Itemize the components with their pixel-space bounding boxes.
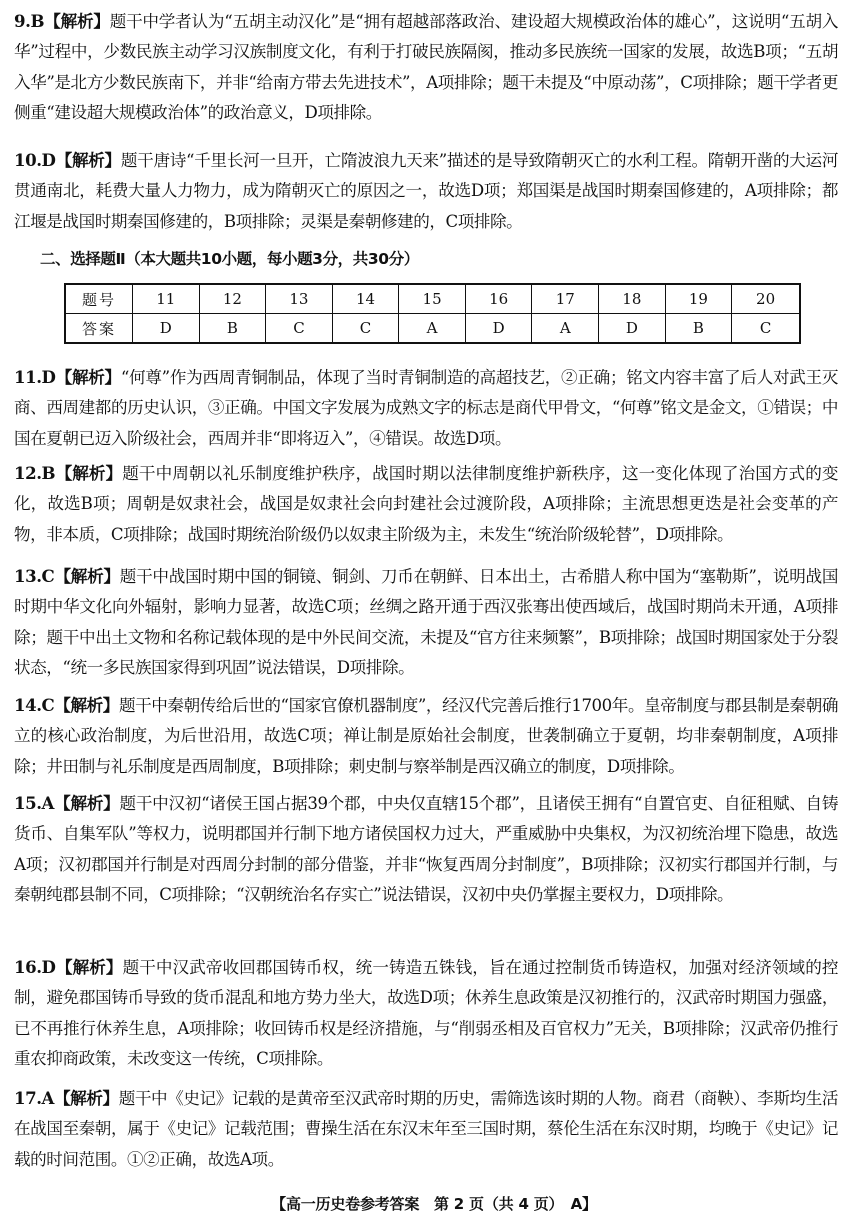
analysis-tag: 【解析】: [53, 1088, 119, 1108]
item-number: 13.: [14, 566, 42, 586]
table-row: [65, 284, 800, 314]
analysis-text: 题干中汉武帝收回郡国铸币权，统一铸造五铢钱，旨在通过控制货币铸造权，加强对经济领域的控制，避免郡国铸币导致的货币混乱和地方势力坐大，故选D项；休养生息政策是汉初推行的，汉武帝时期国力强盛，已不再推行休养生息，A项排除；收回铸币权是经济措施，与“削弱丞相及百官权力”无关，B项排除；汉武帝仍推行重农抑商政策，未改变这一传统，C项排除。: [14, 958, 838, 1069]
answer-item-11: [14, 362, 838, 454]
answer-item-10: [14, 145, 838, 237]
answer-item-17: [14, 1083, 838, 1175]
item-number: 10.: [14, 150, 42, 170]
analysis-text: 题干中战国时期中国的铜镜、铜剑、刀币在朝鲜、日本出土，古希腊人称中国为“塞勒斯”，说明战国时期中华文化向外辐射，影响力显著，故选C项；丝绸之路开通于西汉张骞出使西域后，战国时期尚未开通，A项排除；题干中出土文物和名称记载体现的是中外民间交流，未提及“官方往来频繁”，B项排除；战国时期国家处于分裂状态，“统一多民族国家得到巩固”说法错误，D项排除。: [14, 567, 838, 678]
answer-item-13: [14, 561, 838, 684]
item-number: 9.: [14, 11, 31, 31]
item-answer: A: [41, 1088, 54, 1108]
analysis-text: 题干中周朝以礼乐制度维护秩序，战国时期以法律制度维护新秩序，这一变化体现了治国方式的变化，故选B项；周朝是奴隶社会，战国是奴隶社会向封建社会过渡阶段，A项排除；主流思想更迭是社会变革的产物，非本质，C项排除；战国时期统治阶级仍以奴隶主阶级为主，未发生“统治阶级轮替”，D项排除。: [14, 464, 839, 544]
table-cell: 18: [599, 284, 666, 314]
item-number: 14.: [14, 695, 42, 715]
item-answer: D: [41, 150, 56, 170]
analysis-tag: 【解析】: [54, 566, 120, 586]
table-cell: 20: [732, 284, 800, 314]
table-header-number: 题号: [65, 284, 133, 314]
table-cell: C: [266, 314, 333, 344]
table-cell: 15: [399, 284, 466, 314]
item-number: 12.: [14, 463, 42, 483]
table-cell: 13: [266, 284, 333, 314]
table-cell: D: [599, 314, 666, 344]
item-number: 16.: [14, 957, 42, 977]
table-cell: 11: [133, 284, 200, 314]
table-cell: C: [332, 314, 399, 344]
item-answer: B: [41, 463, 56, 483]
table-cell: A: [399, 314, 466, 344]
table-row: [65, 314, 800, 344]
analysis-tag: 【解析】: [53, 793, 120, 813]
table-cell: 17: [532, 284, 599, 314]
table-cell: 12: [199, 284, 266, 314]
analysis-text: 题干中学者认为“五胡主动汉化”是“拥有超越部落政治、建设超大规模政治体的雄心”，这说明“五胡入华”过程中，少数民族主动学习汉族制度文化，有利于打破民族隔阂，推动多民族统一国家的发展，故选B项；“五胡入华”是北方少数民族南下，并非“给南方带去先进技术”，A项排除；题干未提及“中原动荡”，C项排除；题干学者更侧重“建设超大规模政治体”的政治意义，D项排除。: [14, 12, 839, 123]
analysis-tag: 【解析】: [55, 463, 123, 483]
item-answer: A: [41, 793, 54, 813]
analysis-tag: 【解析】: [44, 11, 110, 31]
answer-item-9: [14, 6, 838, 129]
analysis-text: 题干中《史记》记载的是黄帝至汉武帝时期的历史，需筛选该时期的人物。商君（商鞅）、李斯均生活在战国至秦朝，属于《史记》记载范围；曹操生活在东汉末年至三国时期，蔡伦生活在东汉时期，均晚于《史记》记载的时间范围。①②正确，故选A项。: [14, 1089, 839, 1169]
item-number: 15.: [14, 793, 42, 813]
analysis-tag: 【解析】: [55, 957, 123, 977]
analysis-tag: 【解析】: [54, 695, 119, 715]
section-title: 二、选择题Ⅱ（本大题共10小题，每小题3分，共30分）: [40, 250, 419, 268]
table-cell: A: [532, 314, 599, 344]
table-cell: 19: [665, 284, 732, 314]
analysis-text: 题干中汉初“诸侯王国占据39个郡，中央仅直辖15个郡”，且诸侯王拥有“自置官吏、自征租赋、自铸货币、自集军队”等权力，说明郡国并行制下地方诸侯国权力过大，严重威胁中央集权，为汉初统治埋下隐患，故选A项；汉初郡国并行制是对西周分封制的部分借鉴，并非“恢复西周分封制度”，B项排除；汉初实行郡国并行制，与秦朝纯郡县制不同，C项排除；“汉朝统治名存实亡”说法错误，汉初中央仍掌握主要权力，D项排除。: [14, 794, 838, 905]
answer-item-12: [14, 458, 838, 550]
analysis-tag: 【解析】: [55, 367, 121, 387]
table-header-answer: 答案: [65, 314, 133, 344]
table-cell: 14: [332, 284, 399, 314]
table-cell: B: [199, 314, 266, 344]
item-answer: D: [41, 367, 56, 387]
answer-item-15: [14, 788, 838, 911]
item-answer: C: [41, 566, 55, 586]
answer-table: [64, 283, 801, 344]
analysis-text: “何尊”作为西周青铜制品，体现了当时青铜制造的高超技艺，②正确；铭文内容丰富了后人对武王灭商、西周建都的历史认识，③正确。中国文字发展为成熟文字的标志是商代甲骨文，“何尊”铭文是金文，①错误；中国在夏朝已迈入阶级社会，西周并非“即将迈入”，④错误。故选D项。: [14, 368, 838, 448]
item-answer: D: [41, 957, 56, 977]
answer-item-16: [14, 952, 838, 1075]
table-cell: D: [465, 314, 532, 344]
table-cell: C: [732, 314, 800, 344]
item-number: 11.: [14, 367, 42, 387]
analysis-tag: 【解析】: [55, 150, 121, 170]
table-cell: 16: [465, 284, 532, 314]
item-answer: B: [30, 11, 45, 31]
item-answer: C: [41, 695, 55, 715]
table-cell: D: [133, 314, 200, 344]
item-number: 17.: [14, 1088, 42, 1108]
answer-item-14: [14, 690, 838, 782]
page-footer: 【高一历史卷参考答案 第 2 页（共 4 页） A】: [271, 1195, 597, 1213]
analysis-text: 题干中秦朝传给后世的“国家官僚机器制度”，经汉代完善后推行1700年。皇帝制度与郡县制是秦朝确立的核心政治制度，为后世沿用，故选C项；禅让制是原始社会制度，世袭制确立于夏朝，均非秦朝制度，A项排除；井田制与礼乐制度是西周制度，B项排除；刺史制与察举制是西汉确立的制度，D项排除。: [14, 696, 838, 776]
table-cell: B: [665, 314, 732, 344]
analysis-text: 题干唐诗“千里长河一旦开，亡隋波浪九天来”描述的是导致隋朝灭亡的水利工程。隋朝开凿的大运河贯通南北，耗费大量人力物力，成为隋朝灭亡的原因之一，故选D项；郑国渠是战国时期秦国修建的，A项排除；都江堰是战国时期秦国修建的，B项排除；灵渠是秦朝修建的，C项排除。: [14, 151, 838, 231]
